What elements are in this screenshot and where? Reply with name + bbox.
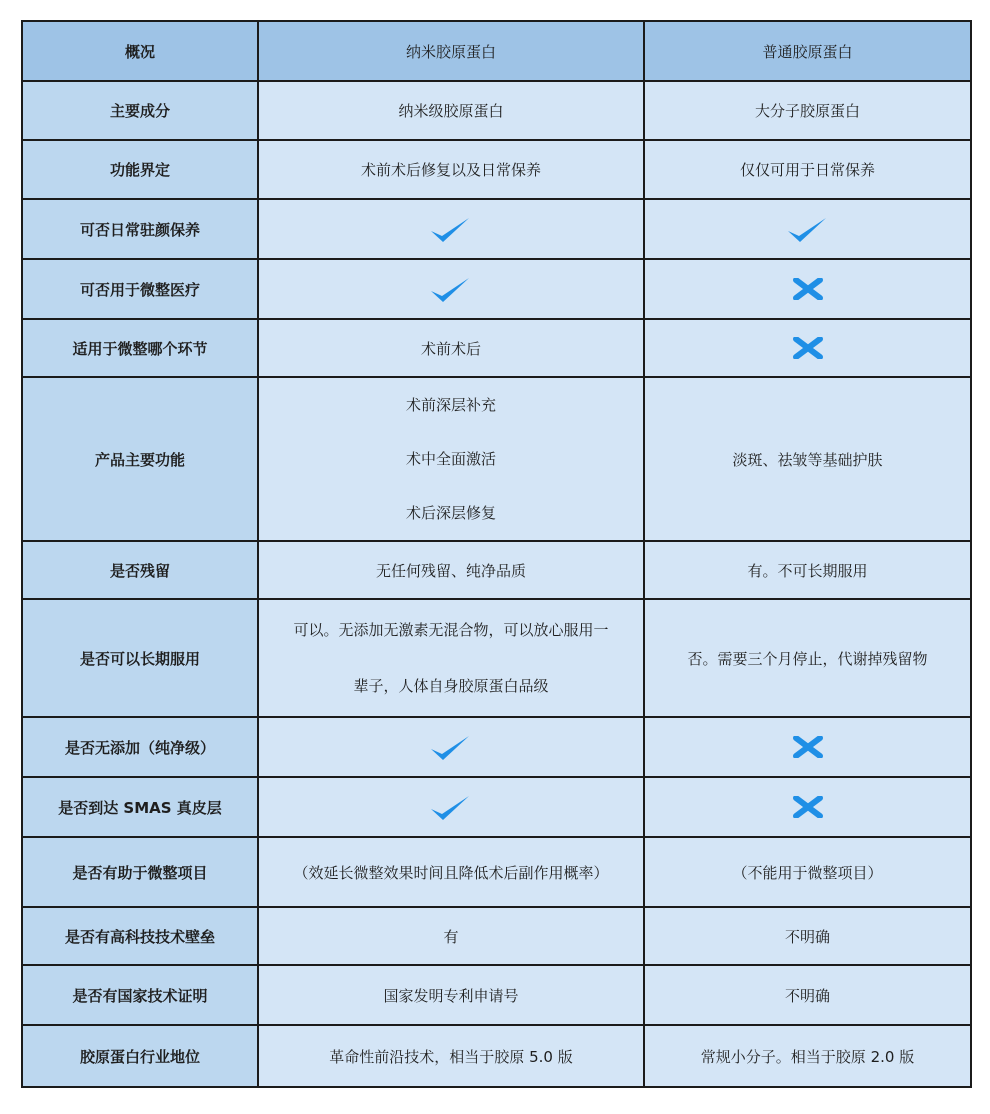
regular-cell <box>644 319 971 377</box>
row-label: 产品主要功能 <box>22 377 258 541</box>
regular-cell: 大分子胶原蛋白 <box>644 81 971 140</box>
table-row <box>22 717 971 777</box>
nano-cell: 术前术后修复以及日常保养 <box>258 140 644 199</box>
nano-cell: （效延长微整效果时间且降低术后副作用概率） <box>258 837 644 907</box>
nano-cell <box>258 777 644 837</box>
cell-line: 可以。无添加无激素无混合物，可以放心服用一 <box>293 621 609 639</box>
cross-icon <box>793 796 823 818</box>
table-row <box>22 319 971 377</box>
row-label: 适用于微整哪个环节 <box>22 319 258 377</box>
nano-cell: 国家发明专利申请号 <box>258 965 644 1025</box>
header-cell-regular-collagen: 普通胶原蛋白 <box>644 21 971 81</box>
row-label: 可否用于微整医疗 <box>22 259 258 319</box>
check-icon <box>786 214 830 244</box>
cell-line: 术前深层补充 <box>405 396 496 414</box>
header-cell-nano-collagen: 纳米胶原蛋白 <box>258 21 644 81</box>
regular-cell: 有。不可长期服用 <box>644 541 971 599</box>
table-row <box>22 541 971 599</box>
table-row <box>22 965 971 1025</box>
header-cell-overview: 概况 <box>22 21 258 81</box>
nano-cell <box>258 259 644 319</box>
header-row <box>22 21 971 81</box>
check-icon <box>429 792 473 822</box>
cross-icon <box>793 278 823 300</box>
nano-cell <box>258 199 644 259</box>
table-row <box>22 1025 971 1087</box>
row-label: 可否日常驻颜保养 <box>22 199 258 259</box>
cell-line: 辈子，人体自身胶原蛋白品级 <box>353 677 549 695</box>
row-label: 是否有高科技技术壁垒 <box>22 907 258 965</box>
cross-icon <box>793 337 823 359</box>
nano-cell: 术前术后 <box>258 319 644 377</box>
row-label: 是否有助于微整项目 <box>22 837 258 907</box>
table-row <box>22 199 971 259</box>
row-label: 胶原蛋白行业地位 <box>22 1025 258 1087</box>
table-row <box>22 907 971 965</box>
cell-line: 术中全面激活 <box>405 450 496 468</box>
row-label: 是否可以长期服用 <box>22 599 258 717</box>
table-row <box>22 259 971 319</box>
row-label: 是否有国家技术证明 <box>22 965 258 1025</box>
regular-cell <box>644 777 971 837</box>
nano-cell: 革命性前沿技术，相当于胶原 5.0 版 <box>258 1025 644 1087</box>
nano-cell: 有 <box>258 907 644 965</box>
row-label: 是否无添加（纯净级） <box>22 717 258 777</box>
nano-cell: 纳米级胶原蛋白 <box>258 81 644 140</box>
table-row <box>22 377 971 541</box>
cross-icon <box>793 736 823 758</box>
table-row <box>22 81 971 140</box>
comparison-table <box>21 20 972 1088</box>
cell-line: 术后深层修复 <box>405 504 496 522</box>
table-row <box>22 140 971 199</box>
regular-cell: 仅仅可用于日常保养 <box>644 140 971 199</box>
table-row <box>22 837 971 907</box>
regular-cell: 不明确 <box>644 965 971 1025</box>
regular-cell <box>644 199 971 259</box>
regular-cell <box>644 259 971 319</box>
nano-cell <box>258 599 644 717</box>
nano-cell <box>258 377 644 541</box>
regular-cell <box>644 717 971 777</box>
regular-cell: 不明确 <box>644 907 971 965</box>
row-label: 功能界定 <box>22 140 258 199</box>
regular-cell: （不能用于微整项目） <box>644 837 971 907</box>
nano-cell <box>258 717 644 777</box>
table-row <box>22 777 971 837</box>
row-label: 是否残留 <box>22 541 258 599</box>
regular-cell: 淡斑、祛皱等基础护肤 <box>644 377 971 541</box>
check-icon <box>429 274 473 304</box>
check-icon <box>429 214 473 244</box>
nano-cell: 无任何残留、纯净品质 <box>258 541 644 599</box>
regular-cell: 常规小分子。相当于胶原 2.0 版 <box>644 1025 971 1087</box>
regular-cell: 否。需要三个月停止，代谢掉残留物 <box>644 599 971 717</box>
check-icon <box>429 732 473 762</box>
row-label: 主要成分 <box>22 81 258 140</box>
row-label: 是否到达 SMAS 真皮层 <box>22 777 258 837</box>
table-row <box>22 599 971 717</box>
